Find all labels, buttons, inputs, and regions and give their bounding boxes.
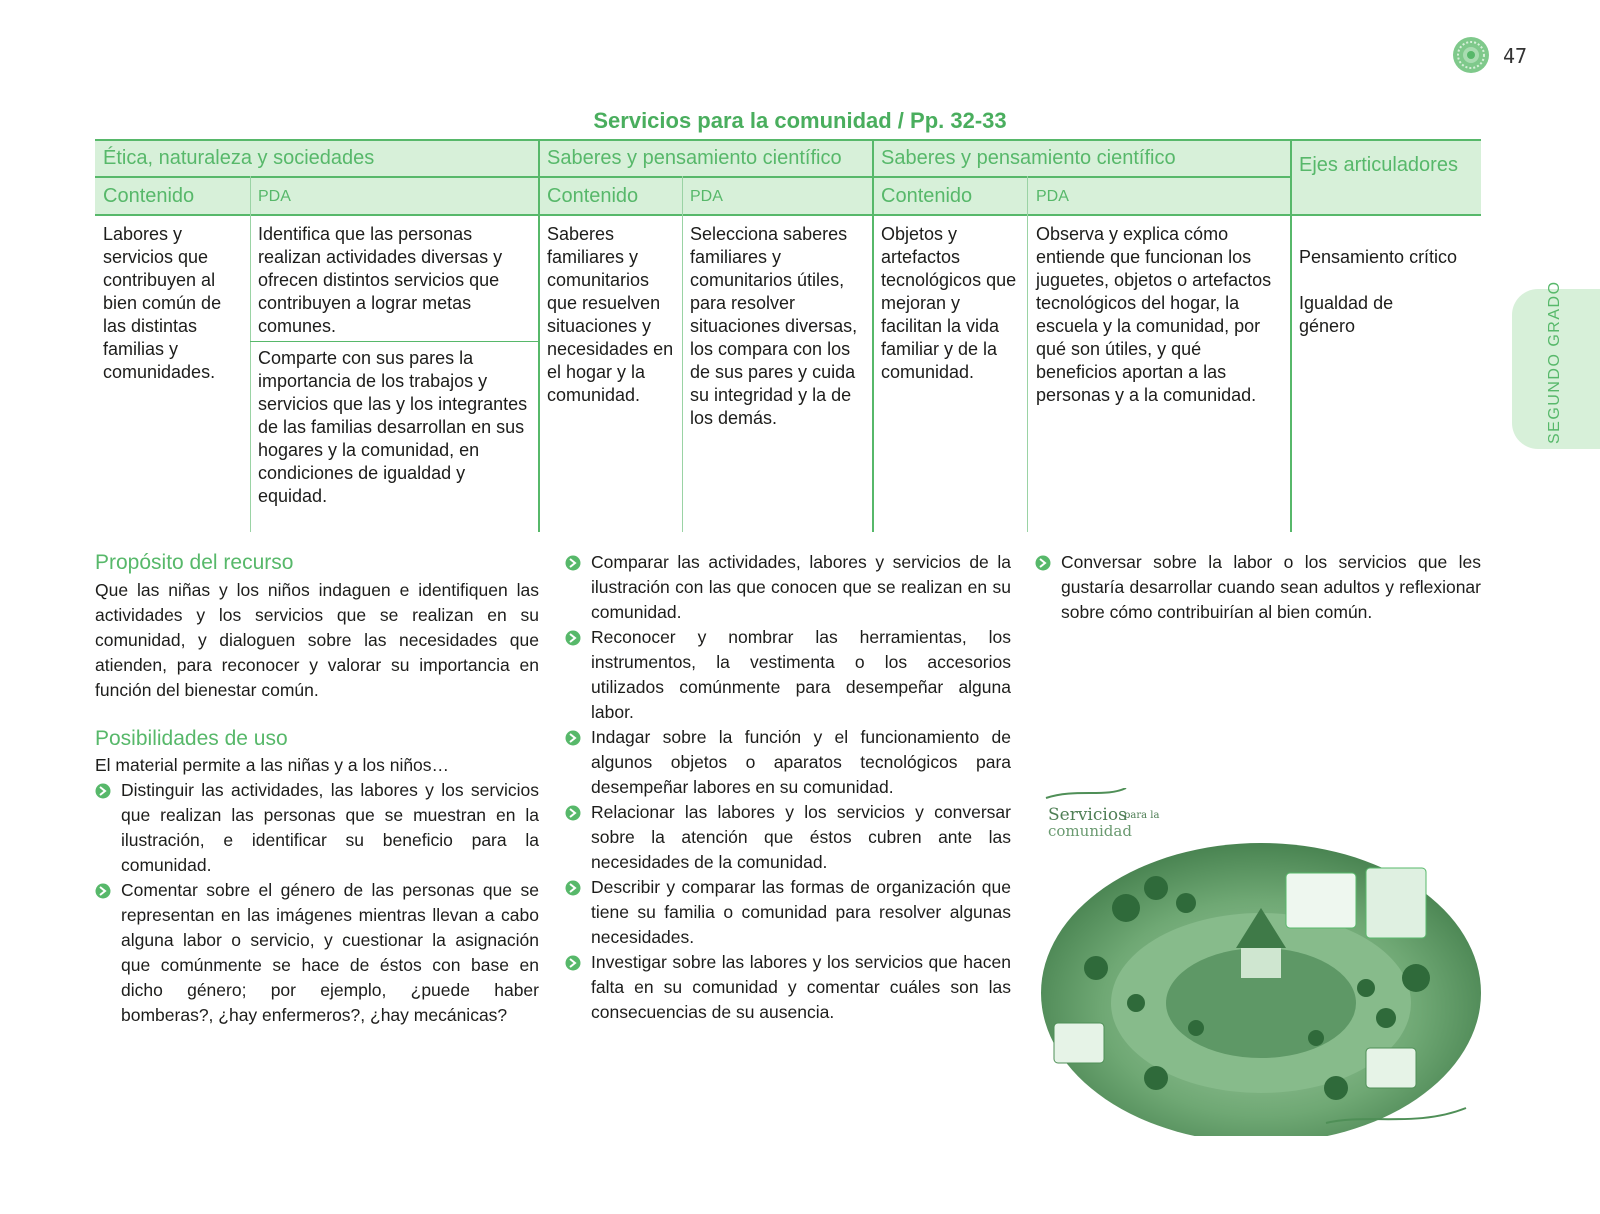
- contenido-cell-1: Labores y servicios que contribuyen al bien común de las distintas familias y comunidades.: [103, 224, 222, 382]
- illustration-title-small: para la: [1124, 810, 1160, 821]
- list-item: [565, 950, 1011, 1025]
- arrow-bullet-icon: [565, 880, 581, 896]
- posibilidades-heading: Posibilidades de uso: [95, 727, 288, 750]
- col-divider: [538, 139, 540, 532]
- col-divider: [872, 139, 874, 532]
- list-item: [565, 800, 1011, 875]
- bullet-list-col3: [1035, 550, 1481, 625]
- arrow-bullet-icon: [565, 630, 581, 646]
- col-divider: [1027, 176, 1028, 532]
- pda-cell-2: Selecciona saberes familiares y comunitarios útiles, para resolver situaciones diversas, los compara con los de sus pares y cuida su integridad y la de los demás.: [690, 224, 858, 428]
- col-divider: [250, 176, 251, 532]
- pda-cell-3: Observa y explica cómo entiende que funcionan los juguetes, objetos o artefactos tecnológicos del hogar, la escuela y la comunidad, por qué son útiles, y qué beneficios aportan a las personas y a la comunidad.: [1036, 224, 1272, 405]
- area-header-saberes-2: Saberes y pensamiento científico: [873, 141, 1291, 176]
- posibilidades-intro: El material permite a las niñas y a los niños…: [95, 755, 450, 775]
- contenido-cell-3: Objetos y artefactos tecnológicos que mejoran y facilitan la vida familiar y de la comunidad.: [881, 224, 1017, 382]
- arrow-bullet-icon: [565, 805, 581, 821]
- list-item-text: Describir y comparar las formas de organización que tiene su familia o comunidad para resolver algunas necesidades.: [591, 877, 1011, 947]
- arrow-bullet-icon: [95, 883, 111, 899]
- header-mid-rule: [95, 176, 1291, 178]
- table-top-rule: [95, 139, 1481, 141]
- area-header-saberes-1: Saberes y pensamiento científico: [539, 141, 873, 176]
- arrow-bullet-icon: [565, 555, 581, 571]
- arrow-bullet-icon: [1035, 555, 1051, 571]
- header-bottom-rule: [95, 214, 1481, 216]
- col-divider: [1290, 139, 1292, 532]
- illustration-title: Servicios: [1048, 805, 1127, 825]
- pda-header-3: PDA: [1028, 178, 1291, 215]
- pda-cell-1a: Identifica que las personas realizan actividades diversas y ofrecen distintos servicios que contribuyen a lograr metas comunes.: [258, 224, 503, 336]
- list-item: [565, 725, 1011, 800]
- ejes-header: Ejes articuladores: [1291, 141, 1481, 215]
- area-header-etica: Ética, naturaleza y sociedades: [95, 141, 539, 176]
- curriculum-table: [95, 139, 1481, 532]
- arrow-bullet-icon: [95, 783, 111, 799]
- list-item-text: Indagar sobre la función y el funcionamiento de algunos objetos o aparatos tecnológicos para desempeñar labores en su comunidad.: [591, 727, 1011, 797]
- arrow-bullet-icon: [565, 955, 581, 971]
- list-item-text: Conversar sobre la labor o los servicios que les gustaría desarrollar cuando sean adultos y reflexionar sobre cómo contribuirían al bien común.: [1061, 552, 1481, 622]
- list-item-text: Comentar sobre el género de las personas que se representan en las imágenes mientras llevan a cabo alguna labor o servicio, y cuestionar la asignación que comúnmente se hace de éstos con base en dicho género; por ejemplo, ¿puede haber bomberas?, ¿hay enfermeros?, ¿hay mecánicas?: [121, 880, 539, 1025]
- eje-cell-1: Pensamiento crítico: [1299, 247, 1458, 267]
- list-item: [565, 625, 1011, 725]
- list-item-text: Relacionar las labores y los servicios y conversar sobre la atención que éstos cubren ante las necesidades de la comunidad.: [591, 802, 1011, 872]
- list-item: [565, 550, 1011, 625]
- col-divider: [682, 176, 683, 532]
- proposito-heading: Propósito del recurso: [95, 551, 294, 574]
- pda-header-1: PDA: [250, 178, 539, 215]
- pda-cell-1b: Comparte con sus pares la importancia de los trabajos y servicios que las y los integrantes de las familias desarrollan en sus hogares y la comunidad, en condiciones de igualdad y equidad.: [258, 348, 528, 506]
- contenido-header-1: Contenido: [95, 178, 250, 215]
- contenido-header-3: Contenido: [873, 178, 1028, 215]
- pda-header-2: PDA: [682, 178, 873, 215]
- list-item-text: Investigar sobre las labores y los servicios que hacen falta en su comunidad y comentar cuáles son las consecuencias de su ausencia.: [591, 952, 1011, 1022]
- list-item: [95, 778, 539, 878]
- proposito-text: Que las niñas y los niños indaguen e identifiquen las actividades y los servicios que se realizan en su comunidad, y dialoguen sobre las necesidades que atienden, para reconocer y valorar su importancia en función del bienestar común.: [95, 580, 539, 700]
- illustration-subtitle: comunidad: [1048, 822, 1132, 840]
- bullet-list-col2: [565, 550, 1011, 1025]
- contenido-cell-2: Saberes familiares y comunitarios que resuelven situaciones y necesidades en el hogar y la comunidad.: [547, 224, 674, 405]
- contenido-header-2: Contenido: [539, 178, 682, 215]
- list-item: [95, 878, 539, 1028]
- table-title: Servicios para la comunidad / Pp. 32-33: [593, 108, 1007, 133]
- grade-side-tab-label: SEGUNDO GRADO: [1546, 280, 1563, 444]
- pda-row-divider: [250, 341, 539, 342]
- list-item-text: Reconocer y nombrar las herramientas, los instrumentos, la vestimenta o los accesorios utilizados comúnmente para desempeñar alguna labor.: [591, 627, 1011, 722]
- bullet-list-col1: [95, 778, 539, 1028]
- page-badge-icon: [1452, 36, 1490, 74]
- list-item-text: Comparar las actividades, labores y servicios de la ilustración con las que conocen que se realizan en su comunidad.: [591, 552, 1011, 622]
- list-item-text: Distinguir las actividades, las labores y los servicios que realizan las personas que se muestran en la ilustración, e identificar su beneficio para la comunidad.: [121, 780, 539, 875]
- arrow-bullet-icon: [565, 730, 581, 746]
- page-number: 47: [1503, 44, 1528, 68]
- community-illustration: [1036, 788, 1482, 1136]
- eje-cell-2: Igualdad de género: [1299, 293, 1394, 336]
- list-item: [1035, 550, 1481, 625]
- list-item: [565, 875, 1011, 950]
